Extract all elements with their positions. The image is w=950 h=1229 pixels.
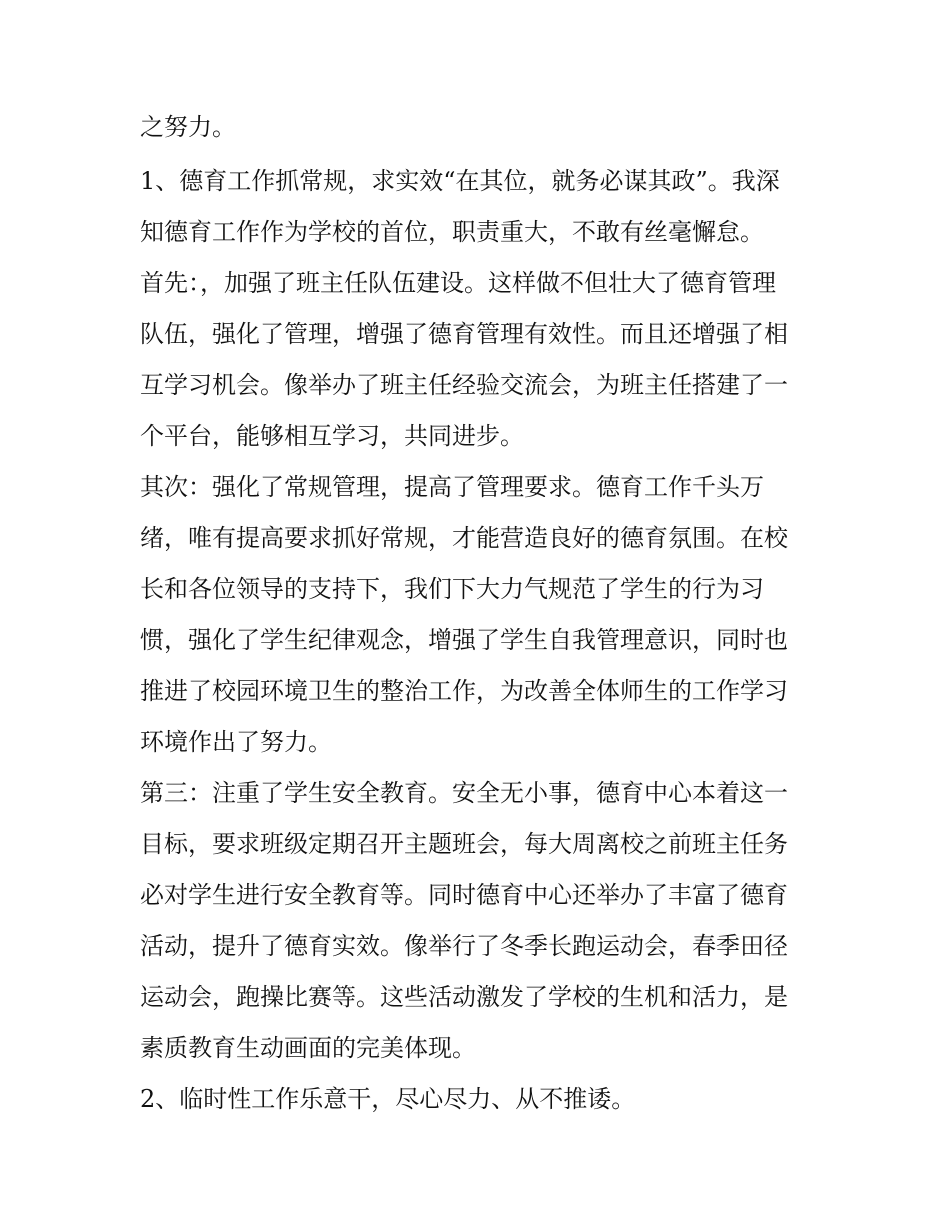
text-line: 必对学生进行安全教育等。同时德育中心还举办了丰富了德育 [140,881,788,909]
text-line: 队伍，强化了管理，增强了德育管理有效性。而且还增强了相 [140,320,788,348]
text-line: 运动会，跑操比赛等。这些活动激发了学校的生机和活力，是 [140,983,788,1011]
text-line: 互学习机会。像举办了班主任经验交流会，为班主任搭建了一 [140,371,788,399]
text-line: 目标，要求班级定期召开主题班会，每大周离校之前班主任务 [140,830,788,858]
text-line: 环境作出了努力。 [140,728,332,756]
text-line: 1、德育工作抓常规，求实效“在其位，就务必谋其政”。我深 [140,167,780,195]
text-line: 之努力。 [140,113,236,141]
text-line: 活动，提升了德育实效。像举行了冬季长跑运动会，春季田径 [140,932,788,960]
text-line: 2、临时性工作乐意干，尽心尽力、从不推诿。 [140,1085,636,1113]
text-line: 个平台，能够相互学习，共同进步。 [140,422,524,450]
text-line: 首先：，加强了班主任队伍建设。这样做不但壮大了德育管理 [140,269,776,297]
text-line: 素质教育生动画面的完美体现。 [140,1034,476,1062]
text-line: 知德育工作作为学校的首位，职责重大，不敢有丝毫懈怠。 [140,218,764,246]
text-line: 推进了校园环境卫生的整治工作，为改善全体师生的工作学习 [140,677,788,705]
text-line: 惯，强化了学生纪律观念，增强了学生自我管理意识，同时也 [140,626,788,654]
text-line: 第三：注重了学生安全教育。安全无小事，德育中心本着这一 [140,779,788,807]
text-line: 其次：强化了常规管理，提高了管理要求。德育工作千头万 [140,473,764,501]
text-line: 长和各位领导的支持下，我们下大力气规范了学生的行为习 [140,575,764,603]
text-line: 绪，唯有提高要求抓好常规，才能营造良好的德育氛围。在校 [140,524,788,552]
